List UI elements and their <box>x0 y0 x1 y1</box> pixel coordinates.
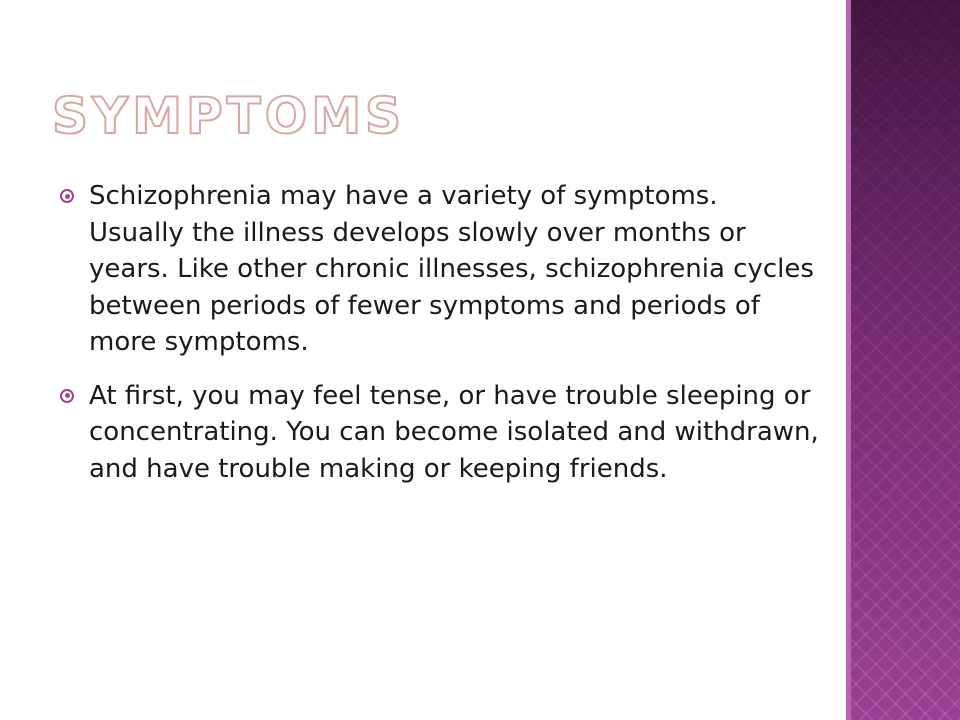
slide-title: SYMPTOMS <box>52 87 405 145</box>
bullet-item <box>60 178 820 361</box>
bullet-text: At first, you may feel tense, or have trouble sleeping or concentrating. You can become isolated and withdrawn, and have trouble making or keeping friends. <box>89 380 819 484</box>
bullet-list <box>60 178 820 504</box>
decorative-side-band <box>846 0 960 720</box>
bullet-text: Schizophrenia may have a variety of symptoms. Usually the illness develops slowly over months or years. Like other chronic illnesses, schizophrenia cycles between periods of fewer symptoms and periods of more symptoms. <box>89 181 814 357</box>
bullet-item <box>60 378 820 488</box>
circled-dot-bullet-icon <box>60 189 74 203</box>
circled-dot-bullet-icon <box>60 389 74 403</box>
